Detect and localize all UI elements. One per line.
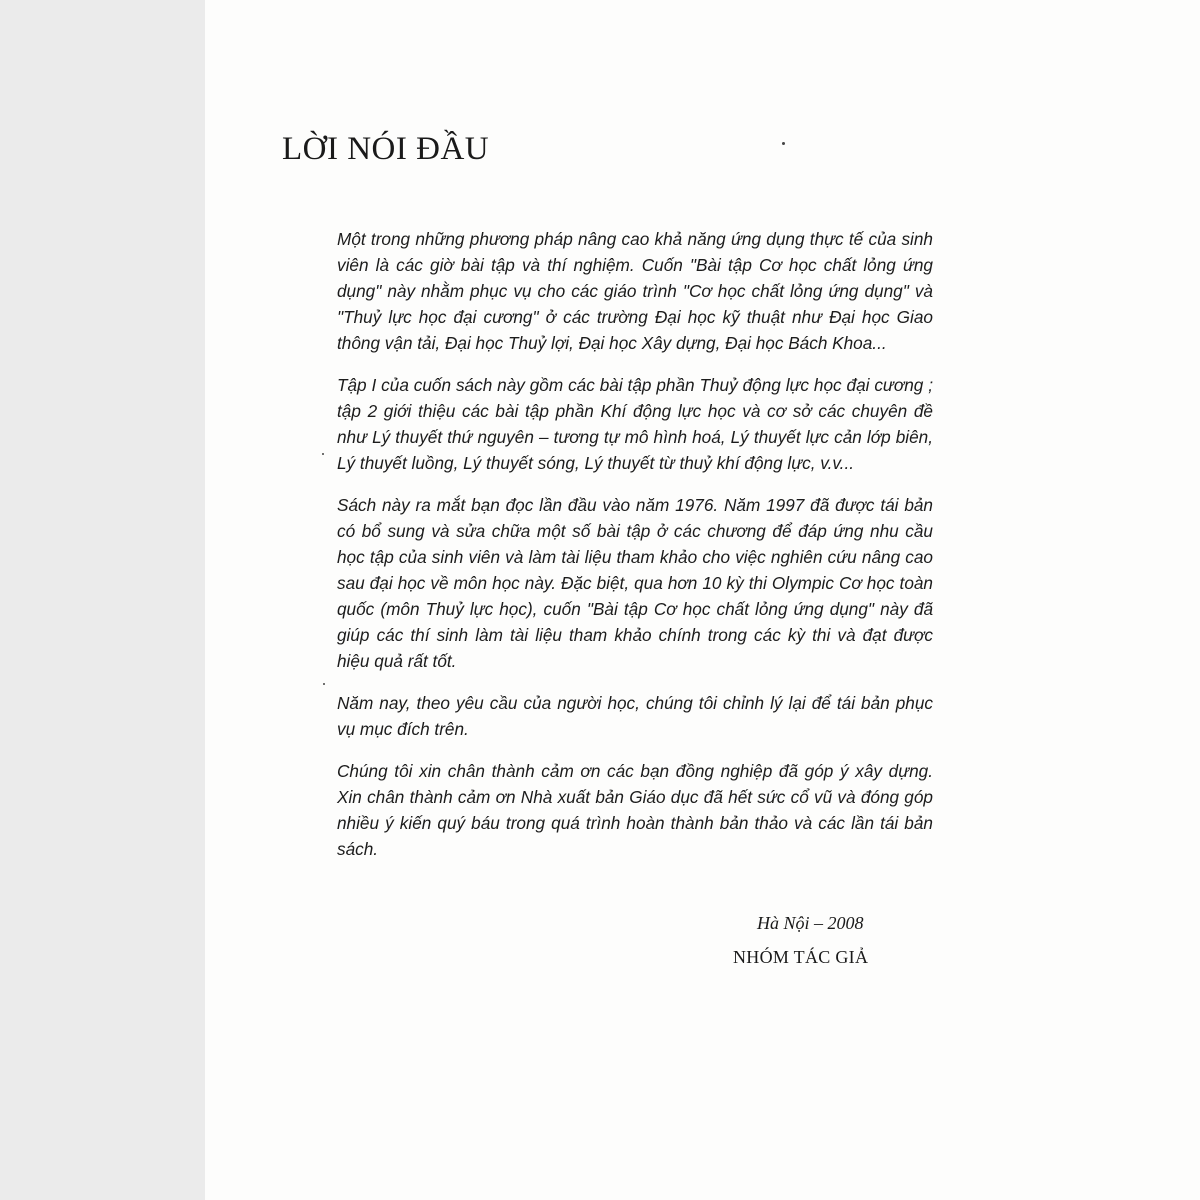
signature-place-date: Hà Nội – 2008 [757,913,864,933]
scan-speck [782,142,785,145]
scan-speck [323,683,325,685]
signature-author: NHÓM TÁC GIẢ [733,947,869,967]
paragraph-5: Chúng tôi xin chân thành cảm ơn các bạn đồng nghiệp đã góp ý xây dựng. Xin chân thành cảm ơn Nhà xuất bản Giáo dục đã hết sức cổ vũ và đóng góp nhiều ý kiến quý báu trong quá trình hoàn thành bản thảo và các lần tái bản sách. [337,761,933,859]
preface-body [337,226,933,878]
paragraph-3: Sách này ra mắt bạn đọc lần đầu vào năm 1976. Năm 1997 đã được tái bản có bổ sung và sửa chữa một số bài tập ở các chương để đáp ứng nhu cầu học tập của sinh viên và làm tài liệu tham khảo cho việc nghiên cứu nâng cao sau đại học về môn học này. Đặc biệt, qua hơn 10 kỳ thi Olympic Cơ học toàn quốc (môn Thuỷ lực học), cuốn "Bài tập Cơ học chất lỏng ứng dụng" này đã giúp các thí sinh làm tài liệu tham khảo chính trong các kỳ thi và đạt được hiệu quả rất tốt. [337,495,933,671]
paragraph-2: Tập I của cuốn sách này gồm các bài tập phần Thuỷ động lực học đại cương ; tập 2 giới thiệu các bài tập phần Khí động lực học và cơ sở các chuyên đề như Lý thuyết thứ nguyên – tương tự mô hình hoá, Lý thuyết lực cản lớp biên, Lý thuyết luồng, Lý thuyết sóng, Lý thuyết từ thuỷ khí động lực, v.v... [337,375,933,473]
scan-margin [0,0,205,1200]
paragraph-1: Một trong những phương pháp nâng cao khả năng ứng dụng thực tế của sinh viên là các giờ bài tập và thí nghiệm. Cuốn "Bài tập Cơ học chất lỏng ứng dụng" này nhằm phục vụ cho các giáo trình "Cơ học chất lỏng ứng dụng" và "Thuỷ lực học đại cương" ở các trường Đại học kỹ thuật như Đại học Giao thông vận tải, Đại học Thuỷ lợi, Đại học Xây dựng, Đại học Bách Khoa... [337,229,933,353]
scan-speck [322,453,324,455]
page-title: LỜI NÓI ĐẦU [282,131,490,167]
paragraph-4: Năm nay, theo yêu cầu của người học, chúng tôi chỉnh lý lại để tái bản phục vụ mục đích trên. [337,693,933,739]
